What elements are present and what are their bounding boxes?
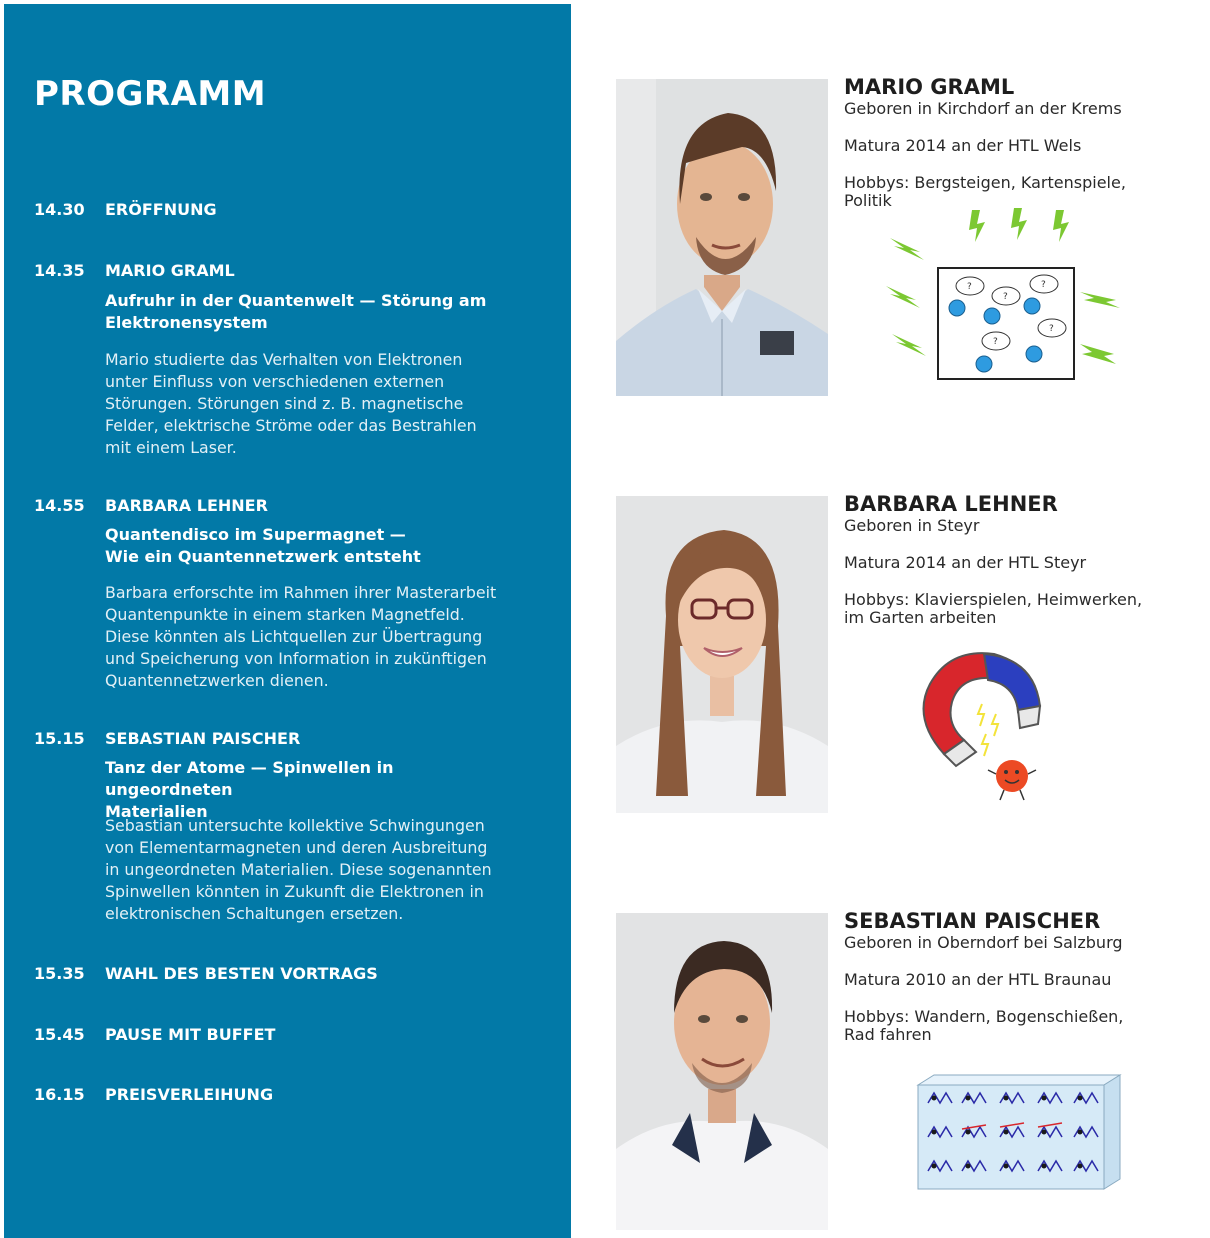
svg-text:?: ?: [967, 282, 972, 292]
desc-line: Quantennetzwerken dienen.: [105, 671, 329, 690]
speaker-info: [844, 908, 1174, 1044]
desc-line: Spinwellen könnten in Zukunft die Elektronen in: [105, 882, 484, 901]
speaker-name: BARBARA LEHNER: [844, 492, 1058, 516]
speaker-matura: Matura 2010 an der HTL Braunau: [844, 970, 1112, 989]
item-heading: ERÖFFNUNG: [105, 200, 217, 219]
speaker-birthplace: Geboren in Steyr: [844, 516, 980, 535]
talk-title: [105, 757, 525, 823]
desc-line: in ungeordneten Materialien. Diese sogenannten: [105, 860, 492, 879]
item-time: 15.35: [34, 964, 85, 983]
talk-description: [105, 815, 535, 925]
item-heading: PREISVERLEIHUNG: [105, 1085, 274, 1104]
speaker-info: [844, 491, 1174, 627]
svg-text:?: ?: [993, 337, 998, 347]
speaker-birthplace: Geboren in Kirchdorf an der Krems: [844, 99, 1122, 118]
desc-line: mit einem Laser.: [105, 438, 237, 457]
desc-line: Sebastian untersuchte kollektive Schwingungen: [105, 816, 485, 835]
speaker-photo: [616, 496, 828, 813]
item-time: 14.30: [34, 200, 85, 219]
speaker-photo: [616, 79, 828, 396]
desc-line: Barbara erforschte im Rahmen ihrer Masterarbeit: [105, 583, 497, 602]
item-time: 14.35: [34, 261, 85, 280]
talk-title-line: Wie ein Quantennetzwerk entsteht: [105, 547, 421, 566]
talk-title: [105, 524, 525, 568]
svg-text:?: ?: [1049, 324, 1054, 334]
item-heading: SEBASTIAN PAISCHER: [105, 729, 301, 748]
svg-text:?: ?: [1003, 292, 1008, 302]
talk-title: [105, 290, 525, 334]
item-time: 15.45: [34, 1025, 85, 1044]
desc-line: unter Einfluss von verschiedenen externen: [105, 372, 445, 391]
svg-text:?: ?: [1041, 280, 1046, 290]
item-time: 15.15: [34, 729, 85, 748]
speaker-matura: Matura 2014 an der HTL Steyr: [844, 553, 1087, 572]
speaker-info: [844, 74, 1174, 210]
talk-title-line: Quantendisco im Supermagnet —: [105, 525, 406, 544]
item-heading: WAHL DES BESTEN VORTRAGS: [105, 964, 378, 983]
desc-line: Quantenpunkte in einem starken Magnetfeld.: [105, 605, 465, 624]
desc-line: von Elementarmagneten und deren Ausbreitung: [105, 838, 488, 857]
speaker-birthplace: Geboren in Oberndorf bei Salzburg: [844, 933, 1123, 952]
speaker-name: MARIO GRAML: [844, 75, 1015, 99]
speaker-hobbies: Hobbys: Klavierspielen, Heimwerken, im Garten arbeiten: [844, 590, 1143, 627]
electron-disturbance-illustration: [884, 208, 1134, 383]
talk-description: [105, 582, 535, 692]
desc-line: Mario studierte das Verhalten von Elektronen: [105, 350, 463, 369]
desc-line: und Speicherung von Information in zukünftigen: [105, 649, 487, 668]
desc-line: elektronischen Schaltungen ersetzen.: [105, 904, 404, 923]
talk-title-line: Elektronensystem: [105, 313, 268, 332]
item-heading: MARIO GRAML: [105, 261, 235, 280]
spin-wave-crystal-illustration: [916, 1073, 1122, 1193]
desc-line: Diese könnten als Lichtquellen zur Übertragung: [105, 627, 483, 646]
program-panel: [4, 4, 571, 1238]
item-time: 16.15: [34, 1085, 85, 1104]
item-time: 14.55: [34, 496, 85, 515]
talk-title-line: Tanz der Atome — Spinwellen in ungeordneten: [105, 758, 394, 799]
magnet-quantum-dot-illustration: [916, 644, 1056, 814]
desc-line: Störungen. Störungen sind z. B. magnetische: [105, 394, 464, 413]
talk-title-line: Aufruhr in der Quantenwelt — Störung am: [105, 291, 487, 310]
talk-title-line: Materialien: [105, 802, 208, 821]
item-heading: PAUSE MIT BUFFET: [105, 1025, 276, 1044]
speaker-hobbies: Hobbys: Bergsteigen, Kartenspiele, Politik: [844, 173, 1126, 210]
desc-line: Felder, elektrische Ströme oder das Bestrahlen: [105, 416, 477, 435]
speaker-name: SEBASTIAN PAISCHER: [844, 909, 1101, 933]
item-heading: BARBARA LEHNER: [105, 496, 268, 515]
speaker-photo: [616, 913, 828, 1230]
speaker-hobbies: Hobbys: Wandern, Bogenschießen, Rad fahren: [844, 1007, 1124, 1044]
speaker-matura: Matura 2014 an der HTL Wels: [844, 136, 1082, 155]
program-title: PROGRAMM: [34, 74, 267, 114]
talk-description: [105, 349, 535, 459]
